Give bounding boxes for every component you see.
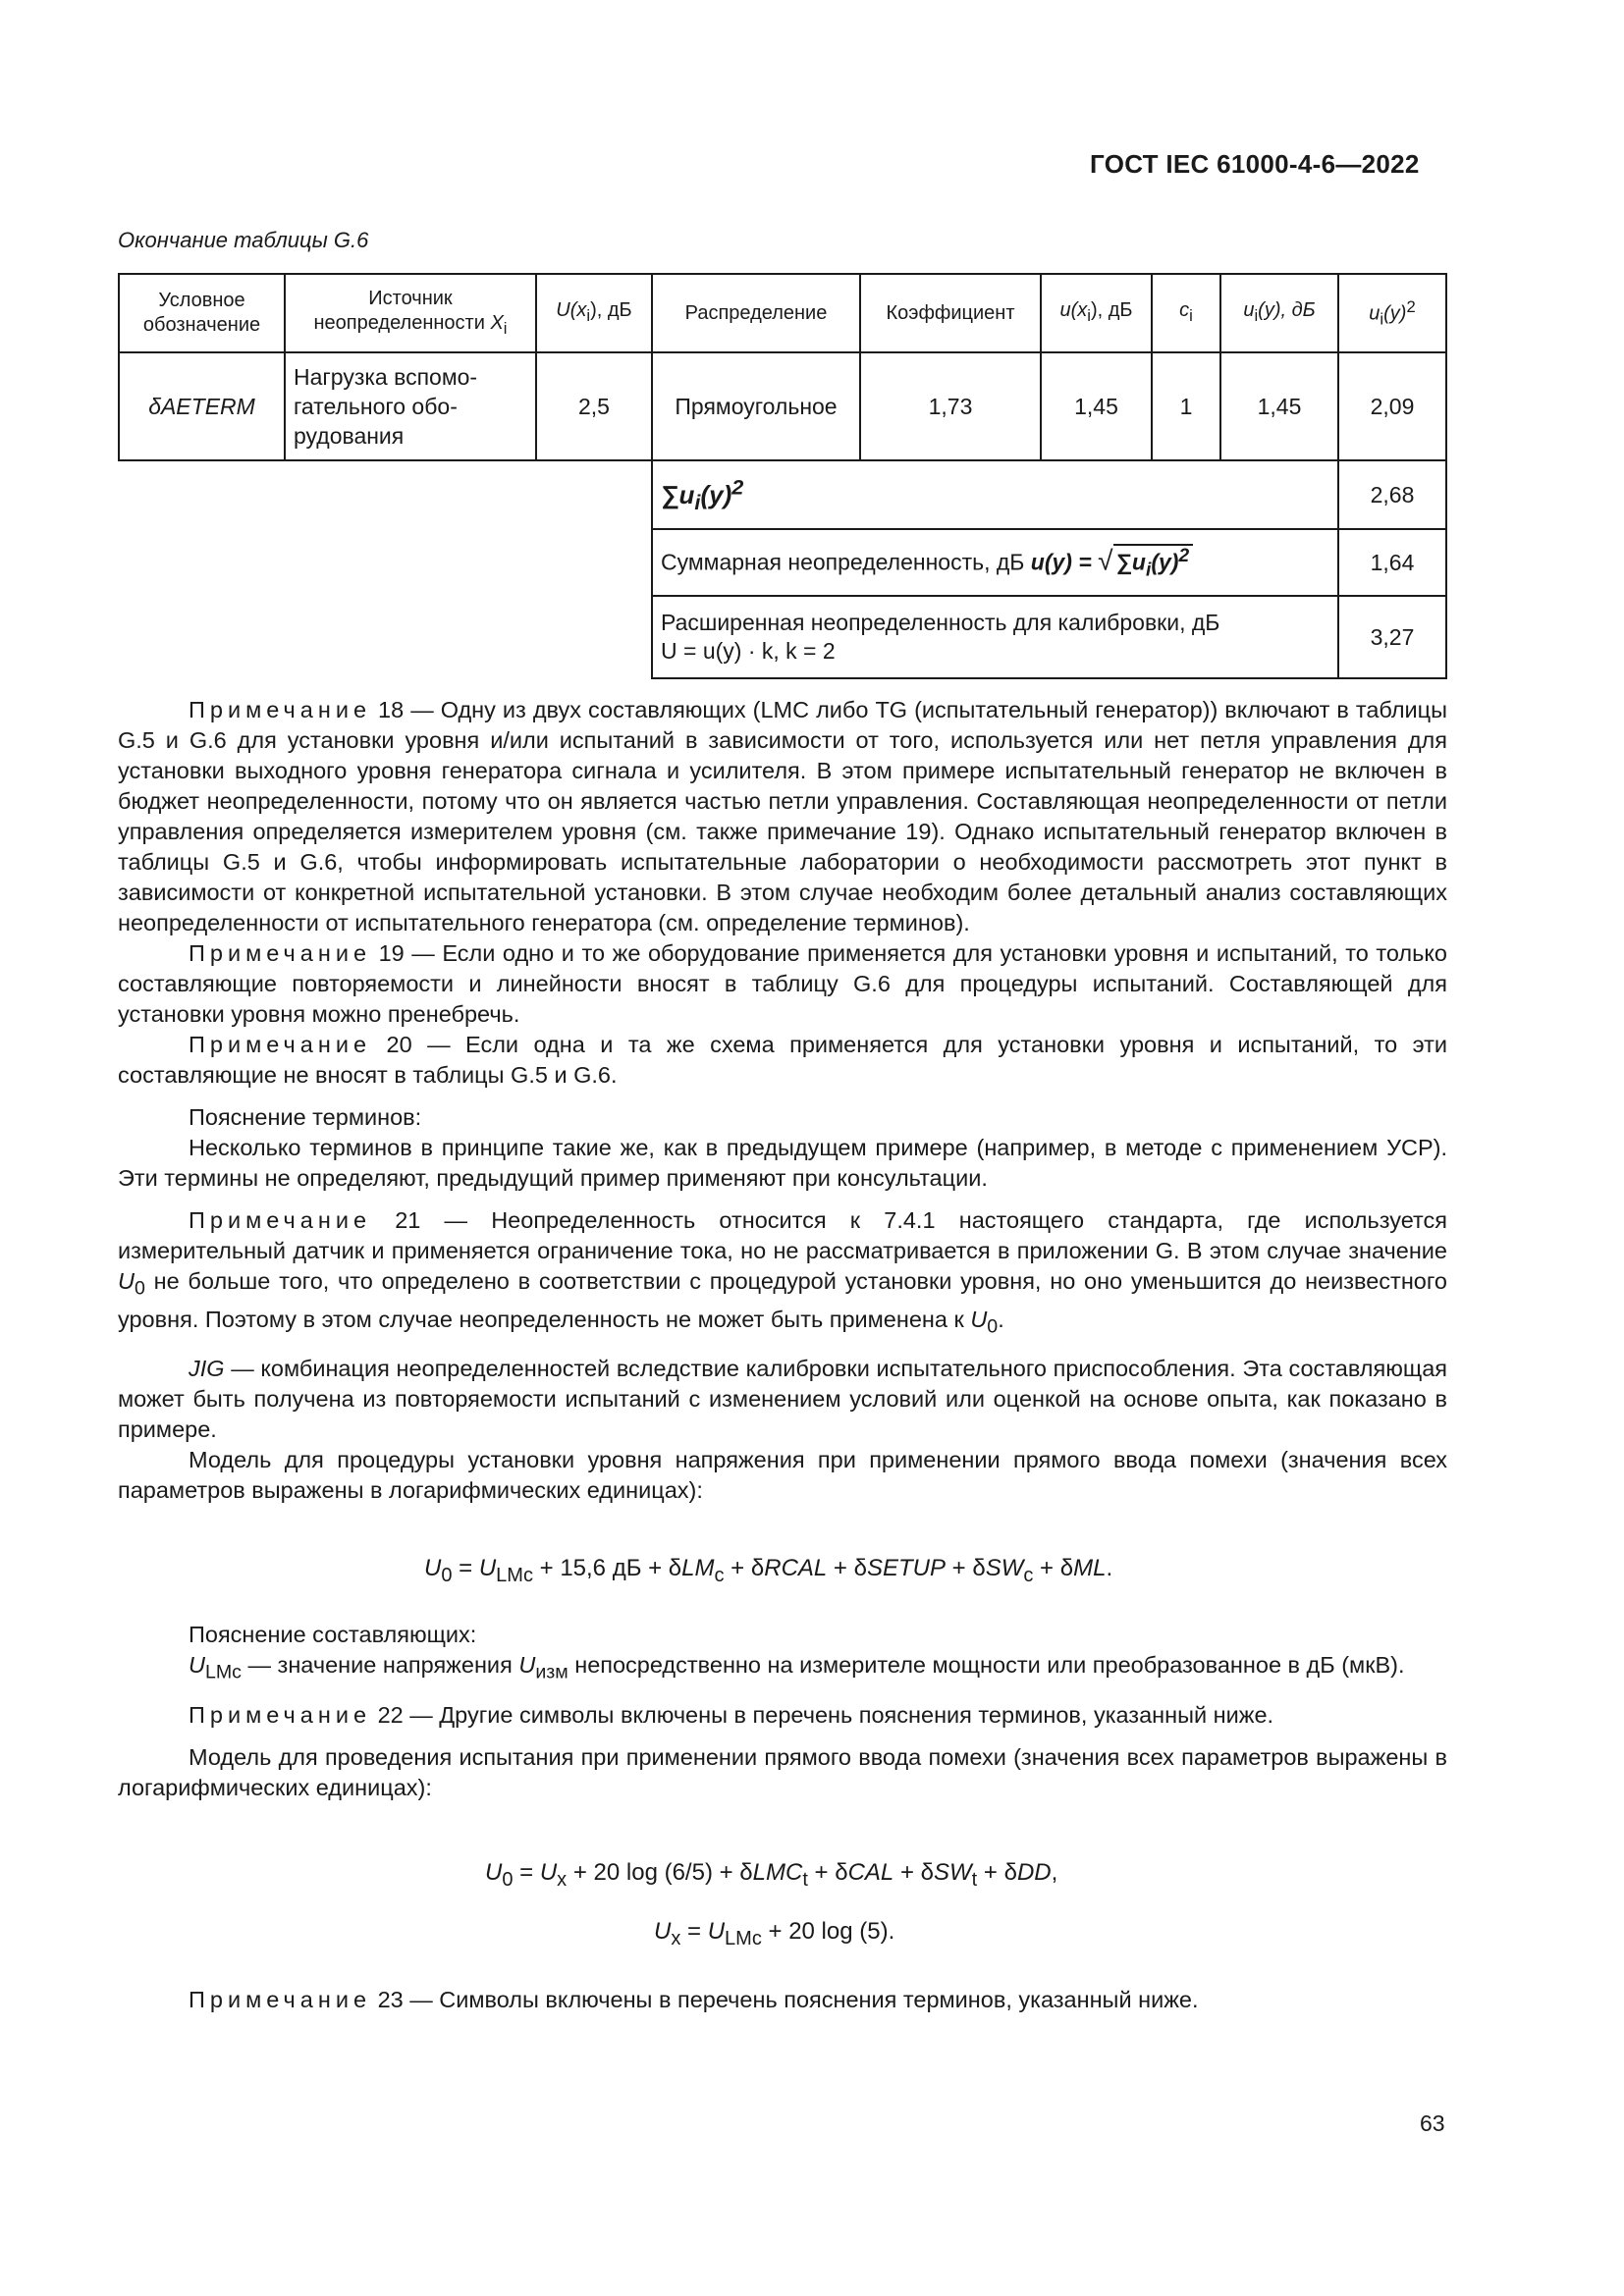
summary-row-sum	[119, 460, 1446, 529]
sum-value: 2,68	[1338, 460, 1446, 529]
note-18: Примечание 18 — Одну из двух составляющих (LMC либо TG (испытательный генератор)) включают в таблицы G.5 и G.6 для установки уровня и/или испытаний в зависимости от того, используется или нет петля управления для установки выходного уровня генератора сигнала и усилителя. В этом примере испытательный генератор не включен в бюджет неопределенности, потому что он является частью петли управления. Составляющая неопределенности от петли управления определяется измерителем уровня (см. также примечание 19). Однако испытательный генератор включен в таблицы G.5 и G.6, чтобы информировать испытательные лаборатории о необходимости рассмотреть этот пункт в зависимости от конкретной испытательной установки. В этом случае необходим более детальный анализ составляющих неопределенности от испытательного генератора (см. определение терминов).	[118, 697, 1448, 935]
summary-row-expanded	[119, 596, 1446, 678]
ulmc-definition: $U_{LMc}$ — значение напряжения $U_{изм}$ непосредственно на измерителе мощности или преобразованное в дБ (мкВ).	[189, 1652, 1405, 1683]
header-ux: $U(x_i)$, дБ	[536, 274, 652, 352]
note-19: Примечание 19 — Если одно и то же оборудование применяется для установки уровня и испытаний, то только составляющие повторяемости и линейности вносят в таблицу G.6 для процедуры испытаний. Составляющей для установки уровня можно пренебречь.	[118, 940, 1447, 1027]
page-number: 63	[1420, 2110, 1445, 2136]
header-ui-y: $u_i(y)$, дБ	[1220, 274, 1338, 352]
cell-distribution: Прямоугольное	[652, 352, 860, 460]
jig-definition: JIG — комбинация неопределенностей вследствие калибровки испытательного приспособления. Эта составляющая может быть получена из повторяемости испытаний с изменением условий или оценкой на основе опыта, как показано в примере.	[118, 1356, 1447, 1443]
document-code: ГОСТ IEC 61000-4-6—2022	[1090, 149, 1420, 179]
formula-level-setting: $U_0 = U_{LMc} + 15,6$ дБ + δLM$_c$ + δRCAL + δSETUP + δSW$_c$ + δML.	[424, 1555, 1113, 1586]
cell-source: Нагрузка вспомо- гательного обо- рудования	[285, 352, 536, 460]
header-u-xi: $u(x_i)$, дБ	[1041, 274, 1152, 352]
terms-text: Несколько терминов в принципе такие же, как в предыдущем примере (например, в методе с применением УСР). Эти термины не определяют, предыдущий пример применяют при консультации.	[118, 1135, 1447, 1191]
sum-label: $\sum u_i(y)^2$	[652, 460, 1338, 529]
components-block	[118, 1620, 1447, 1803]
expanded-uncertainty-value: 3,27	[1338, 596, 1446, 678]
header-symbol: Условное обозначение	[119, 274, 285, 352]
formula-ux: $U_x = U_{LMc} + 20$ log (5).	[654, 1918, 895, 1949]
uncertainty-table	[118, 273, 1447, 679]
cell-u-xi: 1,45	[1041, 352, 1152, 460]
cell-ux: 2,5	[536, 352, 652, 460]
summary-row-combined	[119, 529, 1446, 596]
expanded-uncertainty-label: Расширенная неопределенность для калибровки, дБ U = u(y) · k, k = 2	[652, 596, 1338, 678]
cell-symbol: δAETERM	[119, 352, 285, 460]
table-caption: Окончание таблицы G.6	[118, 228, 369, 252]
note-20: Примечание 20 — Если одна и та же схема применяется для установки уровня и испытаний, то эти составляющие не вносят в таблицы G.5 и G.6.	[118, 1032, 1447, 1088]
note-22: Примечание 22 — Другие символы включены в перечень пояснения терминов, указанный ниже.	[189, 1701, 1274, 1728]
terms-heading: Пояснение терминов:	[189, 1104, 422, 1130]
note-23: Примечание 23 — Символы включены в перечень пояснения терминов, указанный ниже.	[189, 1987, 1199, 2012]
body-text	[118, 695, 1447, 1506]
combined-uncertainty-label: Суммарная неопределенность, дБ u(y) = √ $\sum u_i(y)^2$	[652, 529, 1338, 596]
header-source: Источник неопределенности $X_i$	[285, 274, 536, 352]
header-ui-y-squared: $u_i(y)^2$	[1338, 274, 1446, 352]
note-21: Примечание 21 — Неопределенность относится к 7.4.1 настоящего стандарта, где используется измерительный датчик и применяется ограничение тока, но не рассматривается в приложении G. В этом случае значение $U_0$ не больше того, что определено в соответствии с процедурой установки уровня, но оно уменьшится до неизвестного уровня. Поэтому в этом случае неопределенность не может быть применена к $U_0$.	[118, 1207, 1447, 1338]
cell-ci: 1	[1152, 352, 1220, 460]
table-row	[119, 352, 1446, 460]
cell-ui-y: 1,45	[1220, 352, 1338, 460]
note-23-block	[118, 1985, 1447, 2015]
cell-ui-y-squared: 2,09	[1338, 352, 1446, 460]
header-coefficient: Коэффициент	[860, 274, 1041, 352]
cell-coefficient: 1,73	[860, 352, 1041, 460]
header-ci: $c_i$	[1152, 274, 1220, 352]
model-testing: Модель для проведения испытания при применении прямого ввода помехи (значения всех параметров выражены в логарифмических единицах):	[118, 1743, 1447, 1800]
model-level-setting: Модель для процедуры установки уровня напряжения при применении прямого ввода помехи (значения всех параметров выражены в логарифмических единицах):	[118, 1447, 1447, 1504]
header-distribution: Распределение	[652, 274, 860, 352]
combined-uncertainty-value: 1,64	[1338, 529, 1446, 596]
components-heading: Пояснение составляющих:	[189, 1622, 477, 1647]
formula-testing: $U_0 = U_x + 20$ log (6/5) + δLMC$_t$ + δCAL + δSW$_t$ + δDD,	[485, 1859, 1058, 1891]
table-header-row	[119, 274, 1446, 352]
